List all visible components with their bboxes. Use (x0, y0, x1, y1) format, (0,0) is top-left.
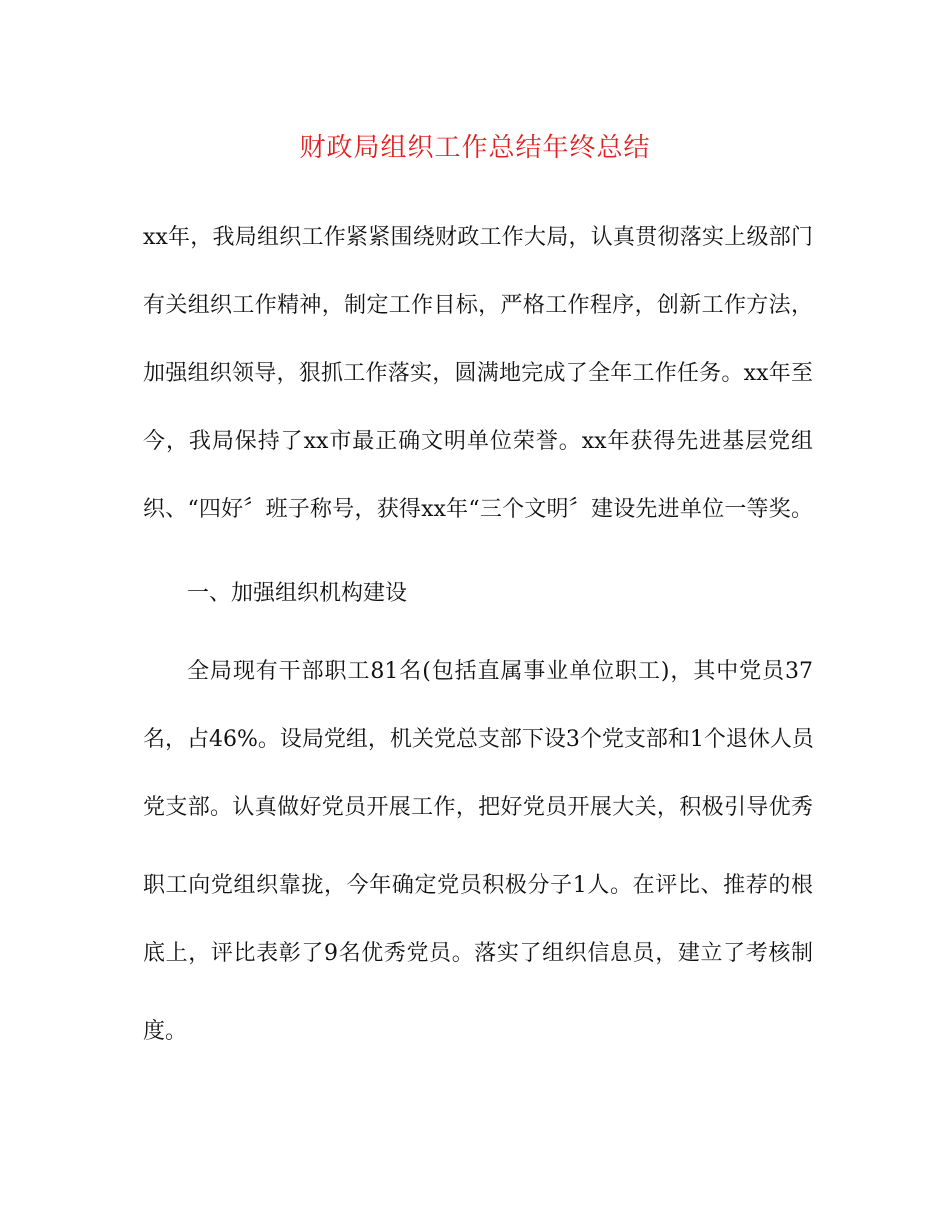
paragraph-line: 名，占46%。设局党组，机关党总支部下设3个党支部和1个退休人员 (143, 727, 814, 752)
paragraph-line: 织、“四好〞班子称号，获得xx年“三个文明〞建设先进单位一等奖。 (143, 497, 813, 522)
paragraph-line: 全局现有干部职工81名(包括直属事业单位职工)，其中党员37 (187, 659, 813, 684)
paragraph-line: 有关组织工作精神，制定工作目标，严格工作程序，创新工作方法， (143, 293, 813, 318)
paragraph-line: 底上，评比表彰了9名优秀党员。落实了组织信息员，建立了考核制 (143, 941, 813, 966)
section-heading: 一、加强组织机构建设 (187, 581, 408, 606)
paragraph-line: 度。 (143, 1019, 188, 1044)
paragraph-line: xx年，我局组织工作紧紧围绕财政工作大局，认真贯彻落实上级部门 (143, 225, 813, 250)
paragraph-line: 职工向党组织靠拢，今年确定党员积极分子1人。在评比、推荐的根 (143, 873, 813, 898)
paragraph-line: 党支部。认真做好党员开展工作，把好党员开展大关，积极引导优秀 (143, 795, 813, 820)
paragraph-line: 加强组织领导，狠抓工作落实，圆满地完成了全年工作任务。xx年至 (143, 361, 813, 386)
document-title: 财政局组织工作总结年终总结 (299, 133, 651, 163)
paragraph-line: 今，我局保持了xx市最正确文明单位荣誉。xx年获得先进基层党组 (143, 429, 813, 454)
